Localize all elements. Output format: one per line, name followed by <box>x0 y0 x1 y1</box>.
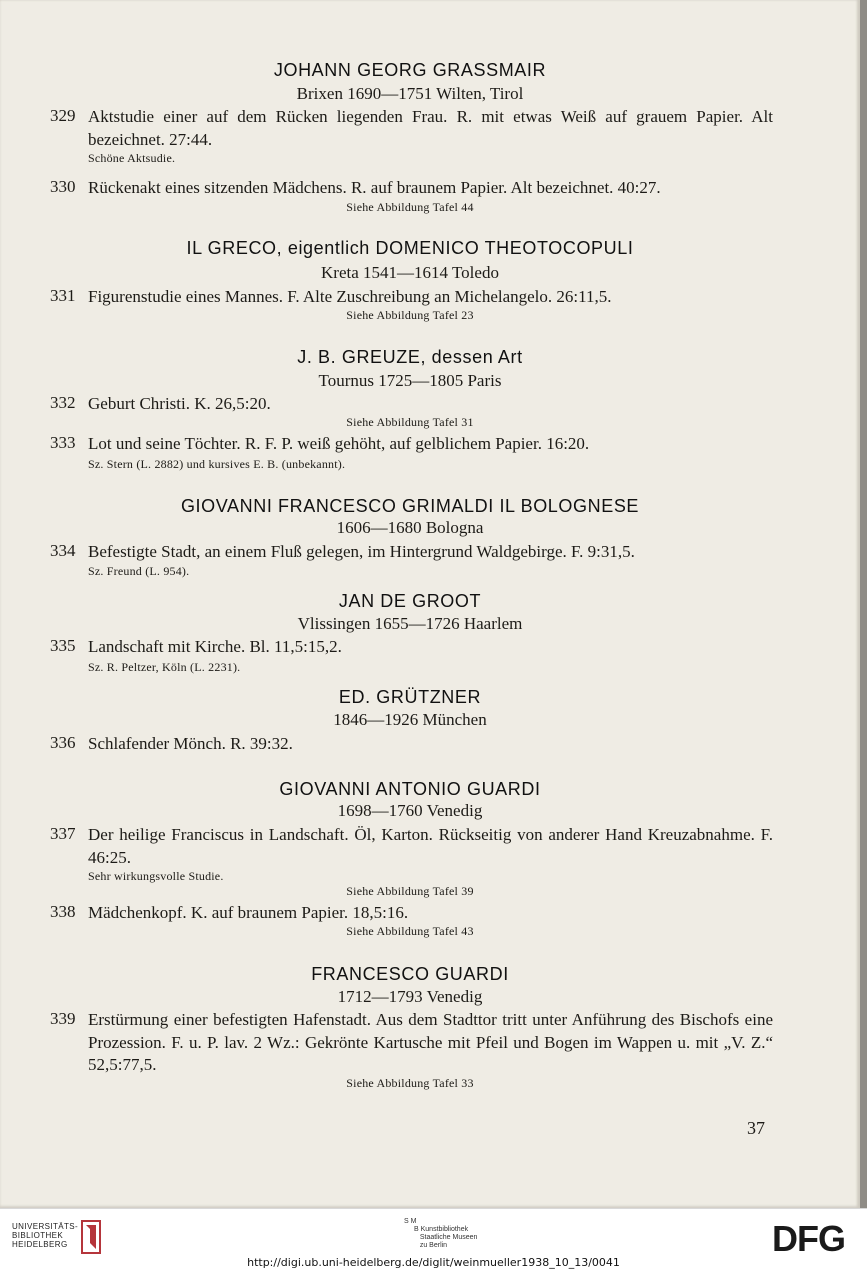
university-logo-icon <box>80 1219 104 1255</box>
artist-heading: IL GRECO, eigentlich DOMENICO THEOTOCOPULI <box>186 238 634 258</box>
lot-description: Landschaft mit Kirche. Bl. 11,5:15,2. <box>88 637 342 656</box>
plate-reference: Siehe Abbildung Tafel 33 <box>346 1076 474 1090</box>
artist-dates: Vlissingen 1655—1726 Haarlem <box>297 614 523 633</box>
lot-description: Erstürmung einer befestigten Hafenstadt. Aus dem Stadttor tritt unter Anführung des Bischofs eine Prozession. F. u. P. lav. 2 Wz.: Gekrönte Kartusche mit Pfeil und Bogen im Wappen u. mit „V. Z.“ 52,5:77,5. <box>88 1010 773 1074</box>
artist-heading: JAN DE GROOT <box>338 591 482 611</box>
lot-number: 335 <box>50 636 76 655</box>
lot-description: Lot und seine Töchter. R. F. P. weiß gehöht, auf gelblichem Papier. 16:20. <box>88 434 590 453</box>
plate-reference: Siehe Abbildung Tafel 43 <box>346 924 474 938</box>
artist-heading: GIOVANNI ANTONIO GUARDI <box>279 779 541 799</box>
smb-logo-mark: S M <box>404 1218 417 1225</box>
plate-reference: Siehe Abbildung Tafel 39 <box>346 884 474 898</box>
lot-description: Figurenstudie eines Mannes. F. Alte Zuschreibung an Michelangelo. 26:11,5. <box>88 287 612 306</box>
artist-heading: ED. GRÜTZNER <box>338 687 482 707</box>
lot-number: 339 <box>50 1009 76 1028</box>
dfg-logo: DFG <box>772 1218 845 1259</box>
artist-heading: FRANCESCO GUARDI <box>311 964 509 984</box>
artist-dates: Kreta 1541—1614 Toledo <box>321 263 499 282</box>
lot-number: 330 <box>50 177 76 196</box>
artist-dates: 1712—1793 Venedig <box>337 987 483 1006</box>
artist-heading: JOHANN GEORG GRASSMAIR <box>273 60 547 80</box>
lot-description: Der heilige Franciscus in Landschaft. Öl, Karton. Rückseitig von anderer Hand Kreuzabnahme. F. 46:25. <box>88 825 773 867</box>
artist-dates: 1606—1680 Bologna <box>336 518 484 537</box>
artist-heading: J. B. GREUZE, dessen Art <box>297 347 523 367</box>
lot-number: 331 <box>50 286 76 305</box>
lot-note: Sz. Freund (L. 954). <box>88 564 190 578</box>
lot-description: Schlafender Mönch. R. 39:32. <box>88 734 293 753</box>
artist-dates: Tournus 1725—1805 Paris <box>318 371 502 390</box>
artist-dates: 1846—1926 München <box>333 710 487 729</box>
lot-note: Sz. Stern (L. 2882) und kursives E. B. (unbekannt). <box>88 457 346 471</box>
lot-number: 329 <box>50 106 76 125</box>
lot-note: Sz. R. Peltzer, Köln (L. 2231). <box>88 660 241 674</box>
source-url[interactable]: http://digi.ub.uni-heidelberg.de/diglit/weinmueller1938_10_13/0041 <box>247 1256 620 1269</box>
artist-dates: Brixen 1690—1751 Wilten, Tirol <box>296 84 524 103</box>
lot-description: Mädchenkopf. K. auf braunem Papier. 18,5:16. <box>88 903 409 922</box>
lot-number: 337 <box>50 824 76 843</box>
page-number: 37 <box>747 1118 765 1138</box>
lot-note: Sehr wirkungsvolle Studie. <box>88 869 224 883</box>
lot-number: 336 <box>50 733 76 752</box>
lot-description: Befestigte Stadt, an einem Fluß gelegen, im Hintergrund Waldgebirge. F. 9:31,5. <box>88 542 635 561</box>
lot-number: 338 <box>50 902 76 921</box>
lot-description: Rückenakt eines sitzenden Mädchens. R. auf braunem Papier. Alt bezeichnet. 40:27. <box>88 178 661 197</box>
lot-number: 333 <box>50 433 76 452</box>
lot-number: 334 <box>50 541 76 560</box>
university-library-label: UNIVERSITÄTS- BIBLIOTHEK HEIDELBERG <box>12 1222 79 1249</box>
lot-note: Schöne Aktsudie. <box>88 151 176 165</box>
plate-reference: Siehe Abbildung Tafel 31 <box>346 415 474 429</box>
artist-dates: 1698—1760 Venedig <box>337 801 483 820</box>
plate-reference: Siehe Abbildung Tafel 23 <box>346 308 474 322</box>
plate-reference: Siehe Abbildung Tafel 44 <box>346 200 474 214</box>
artist-heading: GIOVANNI FRANCESCO GRIMALDI IL BOLOGNESE <box>180 496 640 516</box>
lot-number: 332 <box>50 393 76 412</box>
lot-description: Geburt Christi. K. 26,5:20. <box>88 394 271 413</box>
kunstbibliothek-label: B Kunstbibliothek Staatliche Museen zu Berlin <box>414 1226 478 1249</box>
page-edge <box>860 0 867 1208</box>
lot-description: Aktstudie einer auf dem Rücken liegenden Frau. R. mit etwas Weiß auf grauem Papier. Alt bezeichnet. 27:44. <box>88 107 773 149</box>
